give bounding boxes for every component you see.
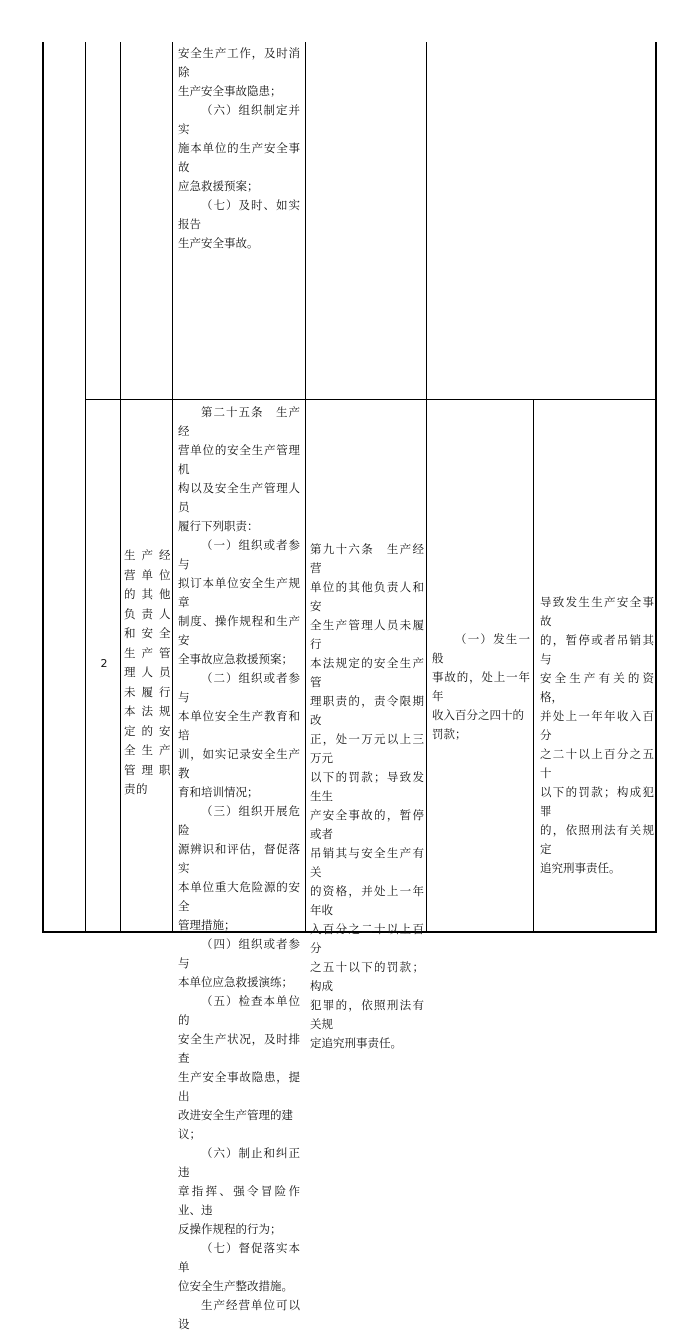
row2-provision-line-1: 第二十五条 生产经 xyxy=(178,405,300,438)
row2-penalty-line-6: 正，处一万元以上三万元 xyxy=(310,732,424,765)
row1-provision-line-2: 生产安全事故隐患； xyxy=(178,84,282,98)
row1-provision-line-6: （七）及时、如实报告 xyxy=(178,198,300,231)
row2-discretion-general-line-3: 收入百分之四十的 xyxy=(432,708,524,722)
row2-discretion-general-line-2: 事故的，处上一年年 xyxy=(432,670,530,703)
row1-provision-line-1: 安全生产工作，及时消除 xyxy=(178,46,300,79)
row2-provision-line-12: 育和培训情况； xyxy=(178,785,259,799)
row2-provision-line-15: 本单位重大危险源的安全 xyxy=(178,880,300,913)
row1-provision-line-7: 生产安全事故。 xyxy=(178,236,259,250)
row2-penalty-line-3: 全生产管理人员未履行 xyxy=(310,618,424,651)
column-divider-subject xyxy=(172,42,173,932)
table-border-right xyxy=(655,42,657,932)
row2-discretion-general-line-4: 罚款； xyxy=(432,727,467,741)
row2-provision-line-10: 本单位安全生产教育和培 xyxy=(178,709,300,742)
row2-provision-line-6: 拟订本单位安全生产规章 xyxy=(178,576,300,609)
column-divider-provision xyxy=(305,42,306,932)
row2-provision-line-18: 本单位应急救援演练； xyxy=(178,975,293,989)
row1-provision-cell xyxy=(178,44,300,253)
row2-discretion-other-line-6: 以下的罚款；构成犯罪 xyxy=(540,785,654,818)
row2-penalty-line-11: 入百分之二十以上百分 xyxy=(310,922,424,955)
row2-provision-line-11: 训，如实记录安全生产教 xyxy=(178,747,300,780)
row2-provision-line-21: 生产安全事故隐患，提出 xyxy=(178,1070,300,1103)
row2-provision-line-8: 全事故应急救援预案； xyxy=(178,652,293,666)
table-border-left xyxy=(42,42,44,932)
row2-provision-line-19: （五）检查本单位的 xyxy=(178,994,300,1027)
row2-penalty-line-9: 吊销其与安全生产有关 xyxy=(310,846,424,879)
row-divider xyxy=(85,399,656,400)
row2-penalty-cell xyxy=(310,540,424,1053)
row2-penalty-line-13: 犯罪的，依照刑法有关规 xyxy=(310,998,424,1031)
row2-penalty-line-8: 产安全事故的，暂停或者 xyxy=(310,808,424,841)
row2-discretion-other-line-3: 安全生产有关的资格， xyxy=(540,671,654,704)
row2-provision-line-2: 营单位的安全生产管理机 xyxy=(178,443,300,476)
row2-provision-line-20: 安全生产状况，及时排查 xyxy=(178,1032,300,1065)
row2-provision-line-27: （七）督促落实本单 xyxy=(178,1241,300,1274)
row2-discretion-other-line-2: 的，暂停或者吊销其与 xyxy=(540,633,654,666)
row2-discretion-other-cell xyxy=(540,593,654,878)
row2-penalty-line-12: 之五十以下的罚款；构成 xyxy=(310,960,424,993)
row2-discretion-general-line-1: （一）发生一般 xyxy=(432,632,530,665)
row2-provision-line-13: （三）组织开展危险 xyxy=(178,804,300,837)
row2-provision-line-4: 履行下列职责： xyxy=(178,519,259,533)
row2-discretion-other-line-5: 之二十以上百分之五十 xyxy=(540,747,654,780)
row2-provision-line-5: （一）组织或者参与 xyxy=(178,538,300,571)
row2-penalty-line-2: 单位的其他负责人和安 xyxy=(310,580,424,613)
row2-provision-line-16: 管理措施； xyxy=(178,918,236,932)
row2-provision-line-17: （四）组织或者参与 xyxy=(178,937,300,970)
row2-provision-line-22: 改进安全生产管理的建 xyxy=(178,1108,293,1122)
column-divider-penalty xyxy=(426,42,427,932)
row2-penalty-line-7: 以下的罚款；导致发生生 xyxy=(310,770,424,803)
row2-provision-line-25: 章指挥、强令冒险作业、违 xyxy=(178,1184,300,1217)
row1-provision-line-3: （六）组织制定并实 xyxy=(178,103,300,136)
row2-penalty-line-4: 本法规定的安全生产管 xyxy=(310,656,424,689)
row2-discretion-other-line-4: 并处上一年年收入百分 xyxy=(540,709,654,742)
row2-number: 2 xyxy=(100,657,108,670)
row2-provision-cell xyxy=(178,403,300,1334)
row1-provision-line-4: 施本单位的生产安全事故 xyxy=(178,141,300,174)
row2-provision-line-24: （六）制止和纠正违 xyxy=(178,1146,300,1179)
row2-provision-line-3: 构以及安全生产管理人员 xyxy=(178,481,300,514)
row2-provision-line-26: 反操作规程的行为； xyxy=(178,1222,282,1236)
row2-provision-line-29: 生产经营单位可以设 xyxy=(178,1298,300,1331)
row2-penalty-line-10: 的资格，并处上一年年收 xyxy=(310,884,424,917)
row2-discretion-other-line-1: 导致发生生产安全事故 xyxy=(540,595,654,628)
row2-provision-line-23: 议； xyxy=(178,1127,201,1141)
row2-discretion-other-line-7: 的，依照刑法有关规定 xyxy=(540,823,654,856)
row2-provision-line-14: 源辨识和评估，督促落实 xyxy=(178,842,300,875)
row2-provision-line-7: 制度、操作规程和生产安 xyxy=(178,614,300,647)
column-divider-category xyxy=(85,42,86,932)
row2-provision-line-28: 位安全生产整改措施。 xyxy=(178,1279,293,1293)
row1-provision-line-5: 应急救援预案； xyxy=(178,179,259,193)
row2-provision-line-9: （二）组织或者参与 xyxy=(178,671,300,704)
row2-discretion-general-cell xyxy=(432,630,530,744)
column-divider-number xyxy=(120,42,121,932)
row2-penalty-line-5: 理职责的，责令限期改 xyxy=(310,694,424,727)
column-divider-discretion xyxy=(533,399,534,932)
row2-subject-cell: 生产经营单位的其他负责人和安全生产管理人员未履行本法规定的安全生产管理职责的 xyxy=(124,548,171,796)
row2-penalty-line-1: 第九十六条 生产经营 xyxy=(310,542,424,575)
row2-penalty-line-14: 定追究刑事责任。 xyxy=(310,1036,402,1050)
row2-discretion-other-line-8: 追究刑事责任。 xyxy=(540,861,621,875)
